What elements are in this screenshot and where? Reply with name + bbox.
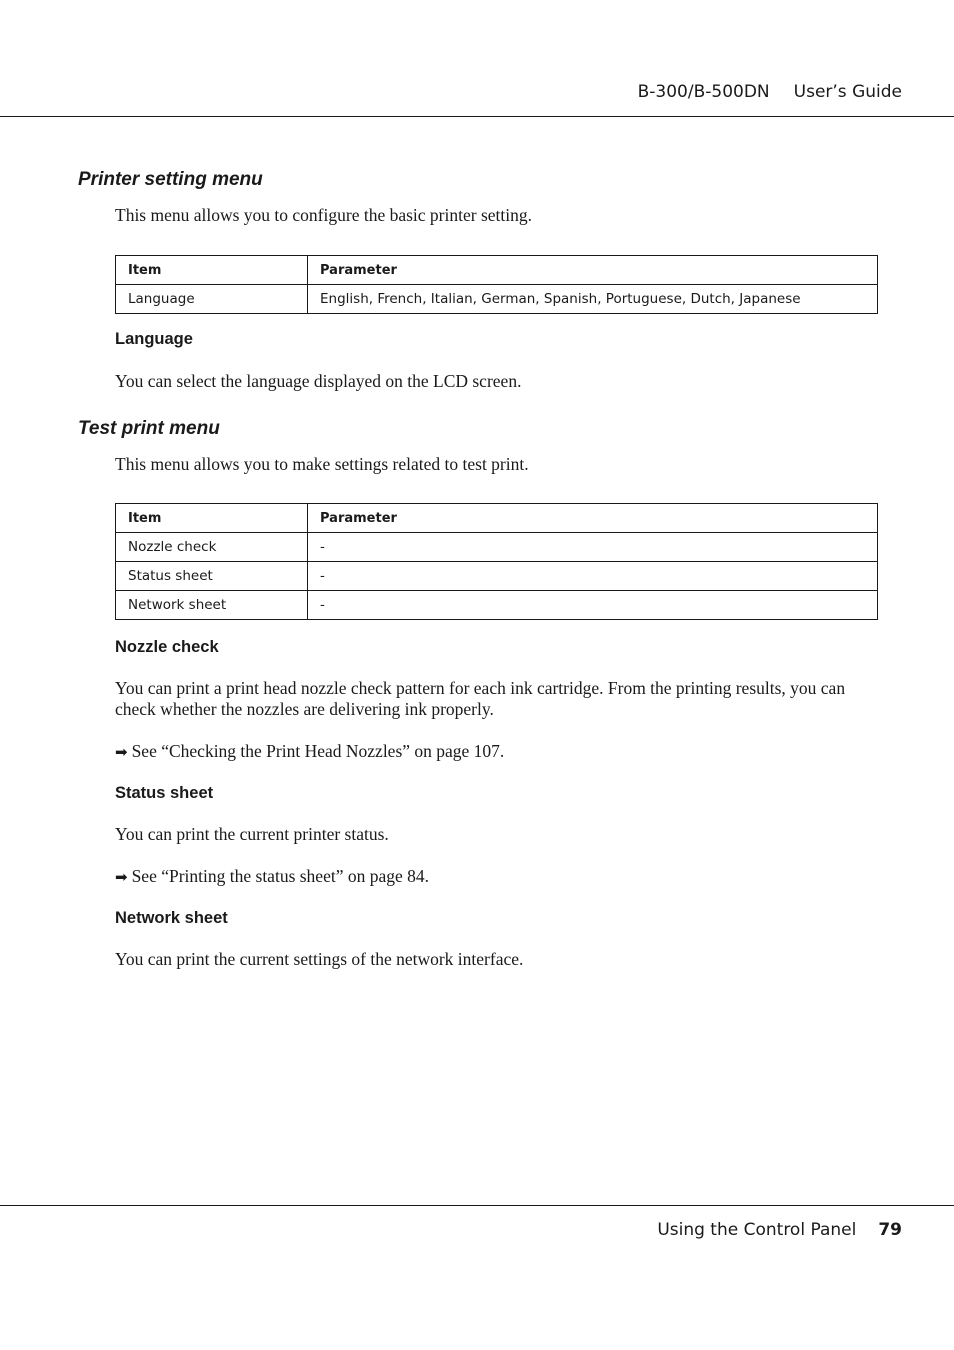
table-header-parameter: Parameter [308,504,878,533]
arrow-right-icon: ➡ [115,868,128,886]
header-guide: User’s Guide [793,82,902,102]
page-number: 79 [878,1220,902,1240]
test-print-intro: This menu allows you to make settings related to test print. [115,454,529,474]
printer-setting-title: Printer setting menu [78,169,263,190]
nozzle-check-reference[interactable] [115,741,875,763]
table-cell-item: Network sheet [116,591,308,620]
table-cell-parameter: English, French, Italian, German, Spanish, Portuguese, Dutch, Japanese [308,285,878,314]
table-cell-item: Language [116,285,308,314]
header-model: B-300/B-500DN [637,82,770,102]
footer-section: Using the Control Panel [657,1220,857,1240]
printer-setting-table [115,255,878,314]
table-cell-item: Status sheet [116,562,308,591]
table-header-row [116,256,878,285]
table-row [116,562,878,591]
nozzle-check-text: You can print a print head nozzle check pattern for each ink cartridge. From the printing results, you can check whether the nozzles are delivering ink properly. [115,678,846,719]
network-sheet-title: Network sheet [115,909,228,927]
arrow-right-icon: ➡ [115,743,128,761]
status-sheet-link[interactable]: See “Printing the status sheet” on page 84. [131,866,430,886]
status-sheet-reference[interactable] [115,866,875,888]
table-cell-parameter: - [308,562,878,591]
page-footer-rule [0,1205,954,1206]
table-row [116,591,878,620]
table-header-item: Item [116,504,308,533]
status-sheet-title: Status sheet [115,784,214,802]
table-header-item: Item [116,256,308,285]
table-row [116,285,878,314]
footer-text [657,1220,902,1240]
nozzle-check-link[interactable]: See “Checking the Print Head Nozzles” on page 107. [131,741,505,761]
table-cell-parameter: - [308,591,878,620]
language-title: Language [115,330,193,348]
table-header-row [116,504,878,533]
language-text: You can select the language displayed on the LCD screen. [115,371,522,391]
table-cell-parameter: - [308,533,878,562]
test-print-title: Test print menu [78,418,220,439]
table-row [116,533,878,562]
test-print-table [115,503,878,620]
header-text [638,82,902,102]
table-cell-item: Nozzle check [116,533,308,562]
network-sheet-text: You can print the current settings of the network interface. [115,949,524,969]
nozzle-check-title: Nozzle check [115,638,219,656]
table-header-parameter: Parameter [308,256,878,285]
status-sheet-text: You can print the current printer status. [115,824,389,844]
printer-setting-intro: This menu allows you to configure the basic printer setting. [115,205,532,225]
